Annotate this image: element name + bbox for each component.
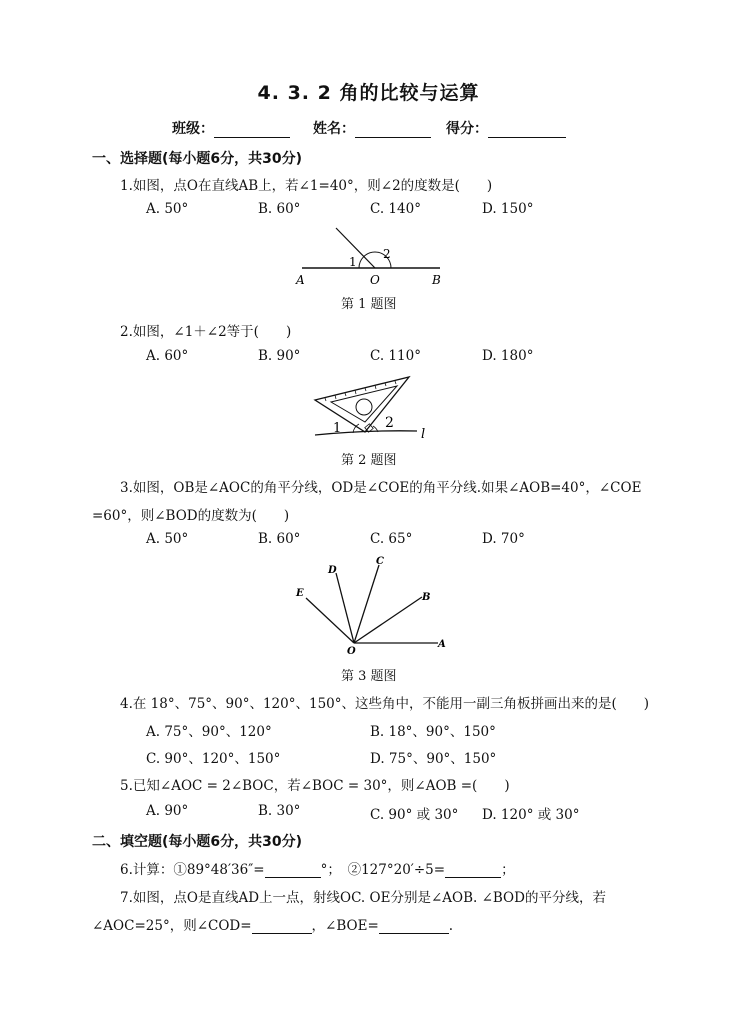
label-d: D bbox=[328, 565, 337, 576]
q3-caption: 第 3 题图 bbox=[341, 669, 397, 684]
q5-option-c[interactable]: C. 90° 或 30° bbox=[370, 807, 459, 823]
q7-part-c: . bbox=[448, 918, 454, 934]
label-b: B bbox=[422, 592, 431, 603]
class-blank[interactable] bbox=[214, 123, 290, 138]
label-c: C bbox=[376, 556, 384, 567]
q6-blank-2[interactable] bbox=[445, 863, 501, 878]
class-field bbox=[172, 118, 290, 138]
q2-option-d[interactable]: D. 180° bbox=[482, 348, 534, 364]
label-l: l bbox=[421, 427, 426, 442]
q5-stem: 5.已知∠AOC = 2∠BOC，若∠BOC = 30°，则∠AOB =( ) bbox=[120, 778, 510, 794]
label-e: E bbox=[296, 588, 304, 599]
q6-line bbox=[120, 858, 515, 878]
q1-option-b[interactable]: B. 60° bbox=[258, 201, 301, 217]
q7-part-a: ∠AOC=25°，则∠COD= bbox=[92, 918, 252, 934]
label-a: A bbox=[296, 273, 305, 287]
name-blank[interactable] bbox=[355, 123, 431, 138]
q1-stem: 1.如图，点O在直线AB上，若∠1=40°，则∠2的度数是( ) bbox=[120, 178, 493, 194]
q7-line2 bbox=[92, 914, 453, 934]
q6-blank-1[interactable] bbox=[265, 863, 321, 878]
ray-oc bbox=[354, 565, 379, 643]
q5-option-b[interactable]: B. 30° bbox=[258, 803, 301, 819]
ruler-hole bbox=[356, 399, 372, 415]
q6-part3: ； bbox=[501, 862, 515, 878]
label-1: 1 bbox=[333, 421, 342, 436]
q5-option-d[interactable]: D. 120° 或 30° bbox=[482, 807, 580, 823]
q1-option-c[interactable]: C. 140° bbox=[370, 201, 421, 217]
label-2: 2 bbox=[383, 247, 391, 261]
q2-caption: 第 2 题图 bbox=[341, 453, 397, 468]
q7-line1: 7.如图，点O是直线AD上一点，射线OC. OE分别是∠AOB. ∠BOD的平分线，若 bbox=[120, 890, 606, 906]
ruler-ticks bbox=[325, 381, 396, 401]
label-b: B bbox=[432, 273, 441, 287]
q1-option-d[interactable]: D. 150° bbox=[482, 201, 534, 217]
q3-option-b[interactable]: B. 60° bbox=[258, 531, 301, 547]
label-o: O bbox=[370, 273, 380, 287]
score-blank[interactable] bbox=[488, 123, 566, 138]
label-2: 2 bbox=[385, 415, 394, 431]
ray-od bbox=[336, 573, 354, 643]
q3-stem-line2: =60°，则∠BOD的度数为( ) bbox=[92, 508, 290, 524]
figure-3 bbox=[290, 553, 452, 657]
q2-option-a[interactable]: A. 60° bbox=[146, 348, 189, 364]
figure-2 bbox=[305, 372, 440, 444]
q4-option-c[interactable]: C. 90°、120°、150° bbox=[146, 751, 281, 767]
q4-option-a[interactable]: A. 75°、90°、120° bbox=[146, 724, 272, 740]
q6-part1: 6.计算：①89°48′36″= bbox=[120, 862, 265, 878]
score-label: 得分： bbox=[446, 121, 488, 137]
label-1: 1 bbox=[349, 255, 357, 269]
q3-option-d[interactable]: D. 70° bbox=[482, 531, 525, 547]
name-field bbox=[313, 118, 431, 138]
q3-option-a[interactable]: A. 50° bbox=[146, 531, 189, 547]
q7-blank-1[interactable] bbox=[252, 919, 312, 934]
q1-caption: 第 1 题图 bbox=[341, 297, 397, 312]
q4-stem: 4.在 18°、75°、90°、120°、150°、这些角中，不能用一副三角板拼画出来的是( ) bbox=[120, 696, 650, 712]
q6-part2: °； ②127°20′÷5= bbox=[320, 862, 446, 878]
q4-option-d[interactable]: D. 75°、90°、150° bbox=[370, 751, 497, 767]
q3-stem-line1: 3.如图，OB是∠AOC的角平分线，OD是∠COE的角平分线.如果∠AOB=40°，∠COE bbox=[120, 480, 642, 496]
q1-option-a[interactable]: A. 50° bbox=[146, 201, 189, 217]
q7-blank-2[interactable] bbox=[379, 919, 449, 934]
figure-1 bbox=[290, 222, 450, 288]
label-o: O bbox=[347, 646, 356, 657]
score-field bbox=[446, 118, 566, 138]
q5-option-a[interactable]: A. 90° bbox=[146, 803, 189, 819]
page-title: 4. 3. 2 角的比较与运算 bbox=[257, 82, 480, 104]
ray-oe bbox=[306, 598, 354, 643]
q2-option-c[interactable]: C. 110° bbox=[370, 348, 421, 364]
ray-ob bbox=[354, 597, 422, 643]
class-label: 班级： bbox=[172, 121, 214, 137]
triangle-ruler bbox=[315, 377, 409, 432]
name-label: 姓名： bbox=[313, 121, 355, 137]
q7-part-b: ，∠BOE= bbox=[311, 918, 379, 934]
q2-option-b[interactable]: B. 90° bbox=[258, 348, 301, 364]
q3-option-c[interactable]: C. 65° bbox=[370, 531, 413, 547]
q4-option-b[interactable]: B. 18°、90°、150° bbox=[370, 724, 496, 740]
q2-stem: 2.如图，∠1＋∠2等于( ) bbox=[120, 324, 292, 340]
label-a: A bbox=[438, 639, 446, 650]
section2-heading: 二、填空题(每小题6分，共30分) bbox=[92, 834, 303, 850]
section1-heading: 一、选择题(每小题6分，共30分) bbox=[92, 151, 303, 167]
